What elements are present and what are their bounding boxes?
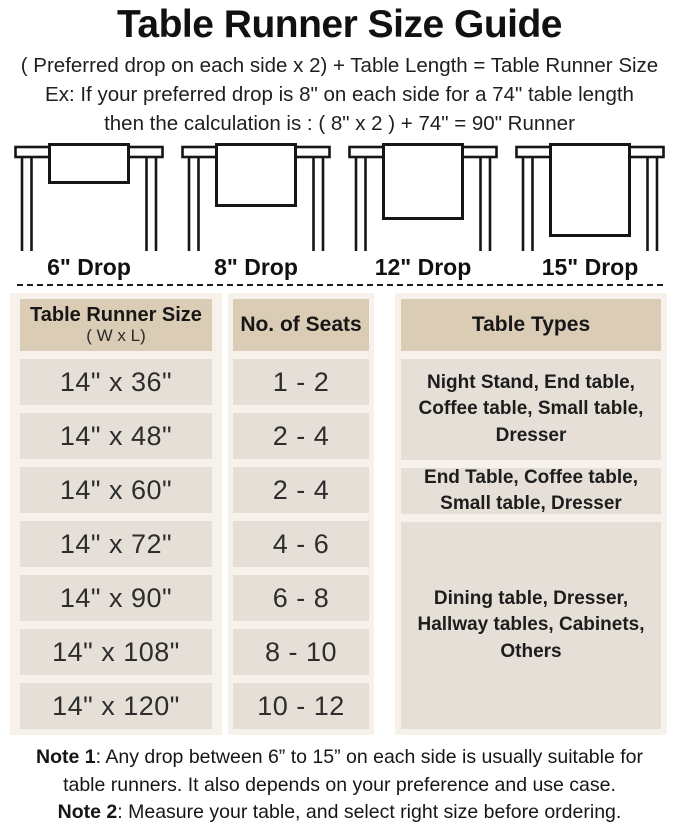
note-2-line xyxy=(0,799,679,826)
column-runner-size xyxy=(10,293,222,735)
column-seats xyxy=(228,293,374,735)
seats-cell: 4 - 6 xyxy=(233,521,369,567)
size-table xyxy=(0,293,679,735)
drop-label: 15" Drop xyxy=(541,254,639,280)
note-1-text: : Any drop between 6” to 15” on each side is usually suitable for xyxy=(95,746,644,768)
note-2-text: : Measure your table, and select right size before ordering. xyxy=(117,801,622,824)
note-2-label: Note 2 xyxy=(57,801,118,824)
notes-section xyxy=(0,744,679,826)
column-header-table-types xyxy=(401,299,661,351)
runner-size-cell: 14" x 72" xyxy=(20,521,212,567)
seats-cell: 2 - 4 xyxy=(233,413,369,459)
seats-cell: 8 - 10 xyxy=(233,629,369,675)
runner-size-cell: 14" x 120" xyxy=(20,683,212,729)
drop-illustrations-row xyxy=(0,143,679,281)
table-types-cell: Dining table, Dresser, Hallway tables, Cabinets, Others xyxy=(401,522,661,729)
column-header-seats xyxy=(233,299,369,351)
seats-cell: 1 - 2 xyxy=(233,359,369,405)
page-title: Table Runner Size Guide xyxy=(116,3,563,46)
drop-label: 6" Drop xyxy=(47,254,131,280)
dashed-divider xyxy=(17,284,663,286)
column-header-title: Table Types xyxy=(471,313,591,337)
example-line-2: then the calculation is : ( 8" x 2 ) + 74" = 90" Runner xyxy=(104,112,575,135)
seats-cell: 6 - 8 xyxy=(233,575,369,621)
drop-figure-8in xyxy=(181,143,331,281)
drop-label: 8" Drop xyxy=(214,254,298,280)
runner-size-cell: 14" x 48" xyxy=(20,413,212,459)
table-runner-diagram-icon xyxy=(348,143,498,253)
table-types-cell: End Table, Coffee table, Small table, Dresser xyxy=(401,468,661,514)
column-table-types xyxy=(395,293,667,735)
drop-label: 12" Drop xyxy=(374,254,472,280)
note-1-label: Note 1 xyxy=(35,746,96,768)
runner-size-cell: 14" x 90" xyxy=(20,575,212,621)
drop-figure-6in xyxy=(14,143,164,281)
formula-text: ( Preferred drop on each side x 2) + Table Length = Table Runner Size xyxy=(20,54,659,77)
example-line-1: Ex: If your preferred drop is 8" on each side for a 74" table length xyxy=(45,83,634,106)
column-header-runner-size xyxy=(20,299,212,351)
note-1-line-2: table runners. It also depends on your preference and use case. xyxy=(63,773,616,796)
drop-figure-15in xyxy=(515,143,665,281)
drop-figure-12in xyxy=(348,143,498,281)
runner-size-cell: 14" x 60" xyxy=(20,467,212,513)
table-types-cell: Night Stand, End table, Coffee table, Small table, Dresser xyxy=(401,359,661,460)
column-header-title: Table Runner Size xyxy=(30,304,202,326)
table-runner-diagram-icon xyxy=(515,143,665,253)
seats-cell: 10 - 12 xyxy=(233,683,369,729)
note-1-line-1 xyxy=(0,744,679,772)
column-header-title: No. of Seats xyxy=(240,313,362,337)
table-runner-diagram-icon xyxy=(14,143,164,253)
column-header-subtitle: ( W x L) xyxy=(86,326,146,345)
seats-cell: 2 - 4 xyxy=(233,467,369,513)
runner-size-cell: 14" x 36" xyxy=(20,359,212,405)
table-runner-diagram-icon xyxy=(181,143,331,253)
runner-size-cell: 14" x 108" xyxy=(20,629,212,675)
header xyxy=(0,0,679,136)
